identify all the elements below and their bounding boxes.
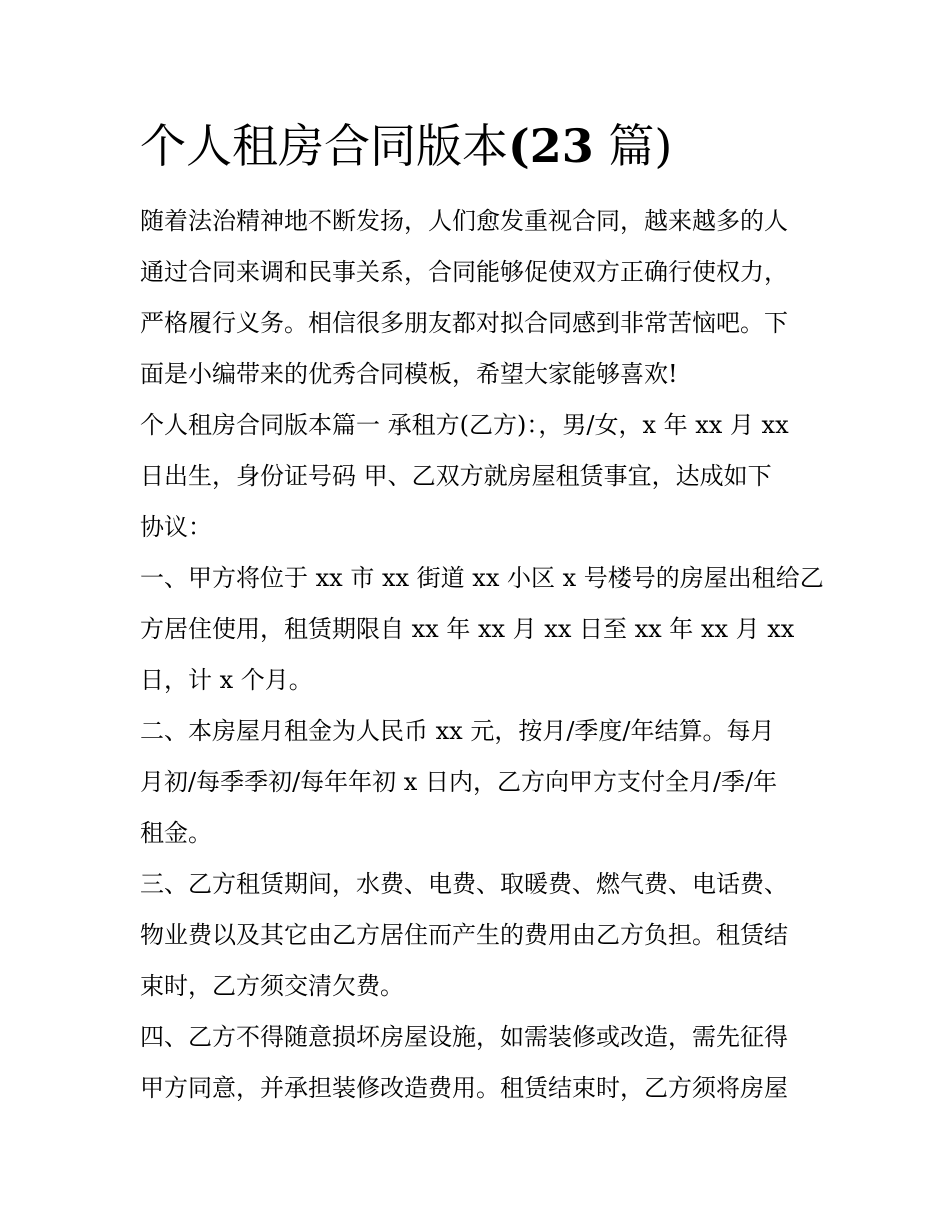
body-line: 一、甲方将位于 xx 市 xx 街道 xx 小区 x 号楼号的房屋出租给乙 [140,564,824,592]
title-suffix: 篇) [608,119,673,173]
body-line: 日出生，身份证号码 甲、乙双方就房屋租赁事宜，达成如下 [140,462,772,490]
body-line: 面是小编带来的优秀合同模板，希望大家能够喜欢! [140,360,678,388]
body-line: 甲方同意，并承担装修改造费用。租赁结束时，乙方须将房屋 [140,1074,788,1102]
body-line: 束时，乙方须交清欠费。 [140,972,404,1000]
body-line: 二、本房屋月租金为人民币 xx 元，按月/季度/年结算。每月 [140,717,775,745]
body-line: 物业费以及其它由乙方居住而产生的费用由乙方负担。租赁结 [140,921,788,949]
body-line: 通过合同来调和民事关系，合同能够促使双方正确行使权力， [140,258,788,286]
body-line: 日，计 x 个月。 [140,666,313,694]
body-line: 个人租房合同版本篇一 承租方(乙方)：，男/女，x 年 xx 月 xx [140,411,789,439]
title-main-text: 个人租房合同版本 [140,119,508,173]
body-line: 租金。 [140,819,212,847]
document-body [140,196,824,1114]
body-line: 三、乙方租赁期间，水费、电费、取暖费、燃气费、电话费、 [140,870,788,898]
document-title [140,114,840,178]
body-line: 协议： [140,513,212,541]
body-line: 随着法治精神地不断发扬，人们愈发重视合同，越来越多的人 [140,207,788,235]
body-line: 四、乙方不得随意损坏房屋设施，如需装修或改造，需先征得 [140,1023,788,1051]
body-line: 月初/每季季初/每年年初 x 日内，乙方向甲方支付全月/季/年 [140,768,778,796]
body-line: 方居住使用，租赁期限自 xx 年 xx 月 xx 日至 xx 年 xx 月 xx [140,615,795,643]
body-line: 严格履行义务。相信很多朋友都对拟合同感到非常苦恼吧。下 [140,309,788,337]
title-count: (23 [508,119,594,173]
